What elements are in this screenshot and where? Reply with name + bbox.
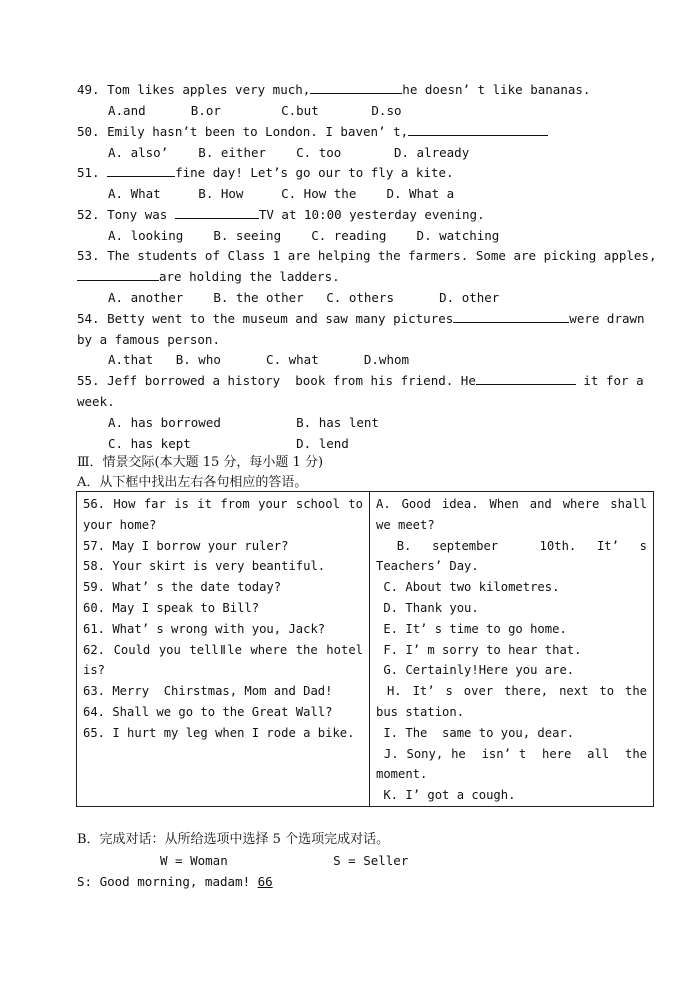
match-item-58: 58. Your skirt is very beantiful. — [83, 559, 326, 574]
section-3-part-a: A．从下框中找出左右各句相应的答语。 — [77, 475, 308, 490]
match-item-56: 56. How far is it from your school to your home? — [83, 497, 371, 532]
question-55-options-1: A. has borrowed B. has lent — [108, 415, 379, 430]
answer-blank — [408, 121, 548, 136]
answer-option-c: C. About two kilometres. — [376, 580, 560, 595]
question-52-options: A. looking B. seeing C. reading D. watching — [108, 228, 500, 243]
match-item-57: 57. May I borrow your ruler? — [83, 538, 289, 553]
question-55-cont: week. — [77, 394, 115, 409]
answer-blank — [310, 79, 402, 94]
question-51: 51. fine day! Let’s go our to fly a kite. — [77, 162, 454, 183]
question-51-options: A. What B. How C. How the D. What a — [108, 186, 455, 201]
answer-blank — [77, 266, 159, 281]
answer-blank — [476, 370, 576, 385]
blank-66: 66 — [257, 874, 273, 889]
question-55: 55. Jeff borrowed a history book from his friend. He it for a — [77, 370, 644, 391]
answer-blank — [107, 162, 175, 177]
answer-option-j: J. Sony, he isn’ t here all the moment. — [376, 746, 655, 782]
question-54-options: A.that B. who C. what D.whom — [108, 352, 410, 367]
match-item-63: 63. Merry Chirstmas, Mom and Dad! — [83, 684, 333, 699]
dialogue-line-1: S: Good morning, madam! 66 — [77, 874, 273, 889]
part-b-roles: W = Woman S = Seller — [160, 853, 409, 868]
section-3-title: Ⅲ．情景交际(本大题 15 分，每小题 1 分) — [77, 455, 324, 470]
question-50-options: A. also’ B. either C. too D. already — [108, 145, 470, 160]
answer-blank — [453, 308, 569, 323]
question-53-options: A. another B. the other C. others D. other — [108, 290, 500, 305]
answer-option-f: F. I’ m sorry to hear that. — [376, 642, 582, 657]
answer-option-k: K. I’ got a cough. — [376, 788, 516, 803]
match-item-61: 61. What’ s wrong with you, Jack? — [83, 621, 326, 636]
answer-option-a: A. Good idea. When and where shall we meet? — [376, 497, 655, 532]
question-55-options-2: C. has kept D. lend — [108, 436, 349, 451]
question-50: 50. Emily hasn’t been to London. I baven’ t, — [77, 121, 548, 142]
question-54: 54. Betty went to the museum and saw many pictures were drawn — [77, 308, 645, 329]
match-item-60: 60. May I speak to Bill? — [83, 600, 260, 615]
answer-option-d: D. Thank you. — [376, 600, 479, 615]
answer-option-i: I. The same to you, dear. — [376, 725, 575, 740]
question-53: 53. The students of Class 1 are helping the farmers. Some are picking apples, — [77, 248, 657, 263]
matching-left-column — [77, 492, 370, 807]
answer-blank — [175, 204, 259, 219]
match-item-64: 64. Shall we go to the Great Wall? — [83, 704, 333, 719]
answer-option-g: G. Certainly!Here you are. — [376, 663, 575, 678]
match-item-59: 59. What’ s the date today? — [83, 580, 282, 595]
question-54-cont: by a famous person. — [77, 332, 220, 347]
question-49: 49. Tom likes apples very much, he doesn’ t like bananas. — [77, 79, 590, 100]
answer-option-e: E. It’ s time to go home. — [376, 621, 567, 636]
answer-option-b: B. september 10th. It’ s Teachers’ Day. — [376, 538, 662, 574]
question-49-options: A.and B.or C.but D.so — [108, 103, 402, 118]
answer-option-h: H. It’ s over there, next to the bus station. — [376, 684, 655, 719]
question-53-cont: are holding the ladders. — [77, 266, 340, 287]
part-b-title: B．完成对话：从所给选项中选择 5 个选项完成对话。 — [77, 832, 390, 847]
matching-table — [76, 491, 662, 807]
matching-right-column — [370, 492, 662, 807]
match-item-62: 62. Could you tellⅡle where the hotel is? — [83, 642, 371, 678]
question-52: 52. Tony was TV at 10:00 yesterday evening. — [77, 204, 485, 225]
match-item-65: 65. I hurt my leg when I rode a bike. — [83, 725, 355, 740]
